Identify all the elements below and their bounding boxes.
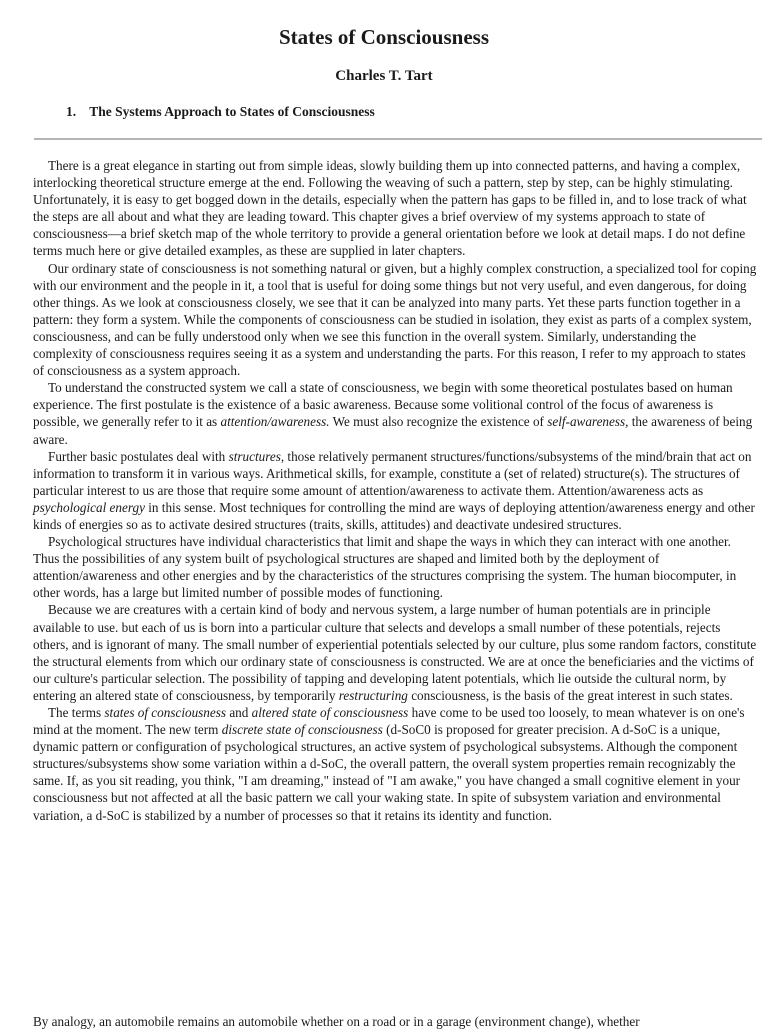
- italic-term: attention/awareness.: [220, 414, 330, 430]
- text-run: There is a great elegance in starting out from simple ideas, slowly building them up into connected patterns, and having a complex, interlocking theoretical structure emerge at the end. Following the weaving of such a pattern, step by step, can be highly stimulating. Unfortunately, it is easy to get bogged down in the details, especially when the pattern has gaps to be filled in, and to lose track of what the steps are all about and what they are leading toward. This chapter gives a brief overview of my systems approach to state of consciousness—a brief sketch map of the whole territory to provide a general orientation before we look at detail maps. I do not define terms much here or give detailed examples, as these are supplied in later chapters.: [33, 158, 747, 259]
- document-title: States of Consciousness: [278, 25, 490, 49]
- text-run: those relatively permanent structures/functions/subsystems of the mind/brain that act on information to transform it in various ways. Arithmetical skills, for example, constitute a (set of related) structure(s). The structures of particular interest to us are those that require some amount of attention/awareness to activate them. Attention/awareness acts as: [33, 448, 752, 498]
- paragraph: [33, 157, 758, 260]
- italic-term: discrete state of consciousness: [221, 722, 383, 738]
- text-run: The terms: [48, 705, 105, 720]
- italic-term: altered state of consciousness: [251, 705, 409, 720]
- text-run: Because we are creatures with a certain kind of body and nervous system, a large number of human potentials are in principle available to use. but each of us is born into a particular culture that selects and develops a small number of these potentials, rejects others, and is ignorant of many. The small number of experiential potentials selected by our culture, plus some random factors, constitute the structural elements from which our ordinary state of consciousness is constructed. We are at once the beneficiaries and the victims of our culture's particular selection. The possibility of tapping and developing latent potentials, which lie outside the cultural norm, by entering an altered state of consciousness, by temporarily: [33, 602, 757, 703]
- text-run: To understand the constructed system we call a state of consciousness, we begin with some theoretical postulates based on human experience. The first postulate is the existence of a basic awareness. Because some volitional control of the focus of awareness is possible, we generally refer to it as: [33, 380, 733, 430]
- author-name: Charles T. Tart: [335, 68, 433, 84]
- section-number: 1.: [66, 104, 77, 119]
- italic-term: states of consciousness: [104, 705, 227, 720]
- text-run: consciousness, is the basis of the great interest in such states.: [407, 687, 733, 703]
- text-run: Further basic postulates deal with: [48, 448, 229, 464]
- section-heading: [66, 103, 375, 121]
- paragraph: [33, 533, 758, 601]
- text-run: Psychological structures have individual characteristics that limit and shape the ways in which they can interact with one another. Thus the possibilities of any system built of psychological structures are shaped and limited both by the deployment of attention/awareness and other energies and by the characteristics of the structures comprising the system. The human biocomputer, in other words, has a large but limited number of possible modes of functioning.: [33, 534, 737, 601]
- text-run: in this sense. Most techniques for controlling the mind are ways of deploying attention/awareness energy and other kinds of energies so as to activate desired structures (traits, skills, attitudes) and deactivate undesired structures.: [33, 499, 755, 532]
- body-text: [33, 157, 758, 824]
- paragraph: [33, 260, 758, 380]
- text-run: have come to be used too loosely, to mean whatever is on one's mind at the moment. The new term: [33, 705, 745, 738]
- paragraph: [33, 601, 758, 704]
- italic-term: structures,: [228, 448, 285, 464]
- paragraph: [33, 379, 758, 447]
- italic-term: restructuring: [338, 687, 408, 703]
- paragraph: [33, 448, 758, 533]
- paragraph: [33, 704, 758, 824]
- text-run: We must also recognize the existence of: [329, 414, 548, 430]
- text-run: and: [226, 705, 252, 720]
- italic-term: psychological energy: [33, 499, 145, 515]
- horizontal-divider: [34, 138, 762, 140]
- partial-text-line: By analogy, an automobile remains an automobile whether on a road or in a garage (environment change), whether: [33, 1014, 640, 1029]
- italic-term: self-awareness,: [547, 414, 629, 430]
- text-run: (d-SoC0 is proposed for greater precision. A d-SoC is a unique, dynamic pattern or configuration of psychological structures, an active system of psychological subsystems. Although the component structures/subsystems show some variation within a d-SoC, the overall pattern, the overall system properties remain recognizably the same. If, as you sit reading, you think, "I am dreaming," instead of "I am awake," you have changed a small cognitive element in your consciousness but not affected at all the basic pattern we call your waking state. In spite of subsystem variation and environmental variation, a d-SoC is stabilized by a number of processes so that it retains its identity and function.: [33, 722, 741, 823]
- text-run: the awareness of being aware.: [33, 414, 753, 447]
- section-title: The Systems Approach to States of Consciousness: [89, 104, 375, 119]
- text-run: Our ordinary state of consciousness is not something natural or given, but a highly complex construction, a specialized tool for coping with our environment and the people in it, a tool that is useful for doing some things but not very useful, and even dangerous, for doing other things. As we look at consciousness closely, we see that it can be analyzed into many parts. Yet these parts function together in a pattern: they form a system. While the components of consciousness can be studied in isolation, they exist as parts of a complex system, consciousness, and can be fully understood only when we see this function in the overall system. Similarly, understanding the complexity of consciousness requires seeing it as a system and understanding the parts. For this reason, I refer to my approach to states of consciousness as a system approach.: [33, 260, 757, 379]
